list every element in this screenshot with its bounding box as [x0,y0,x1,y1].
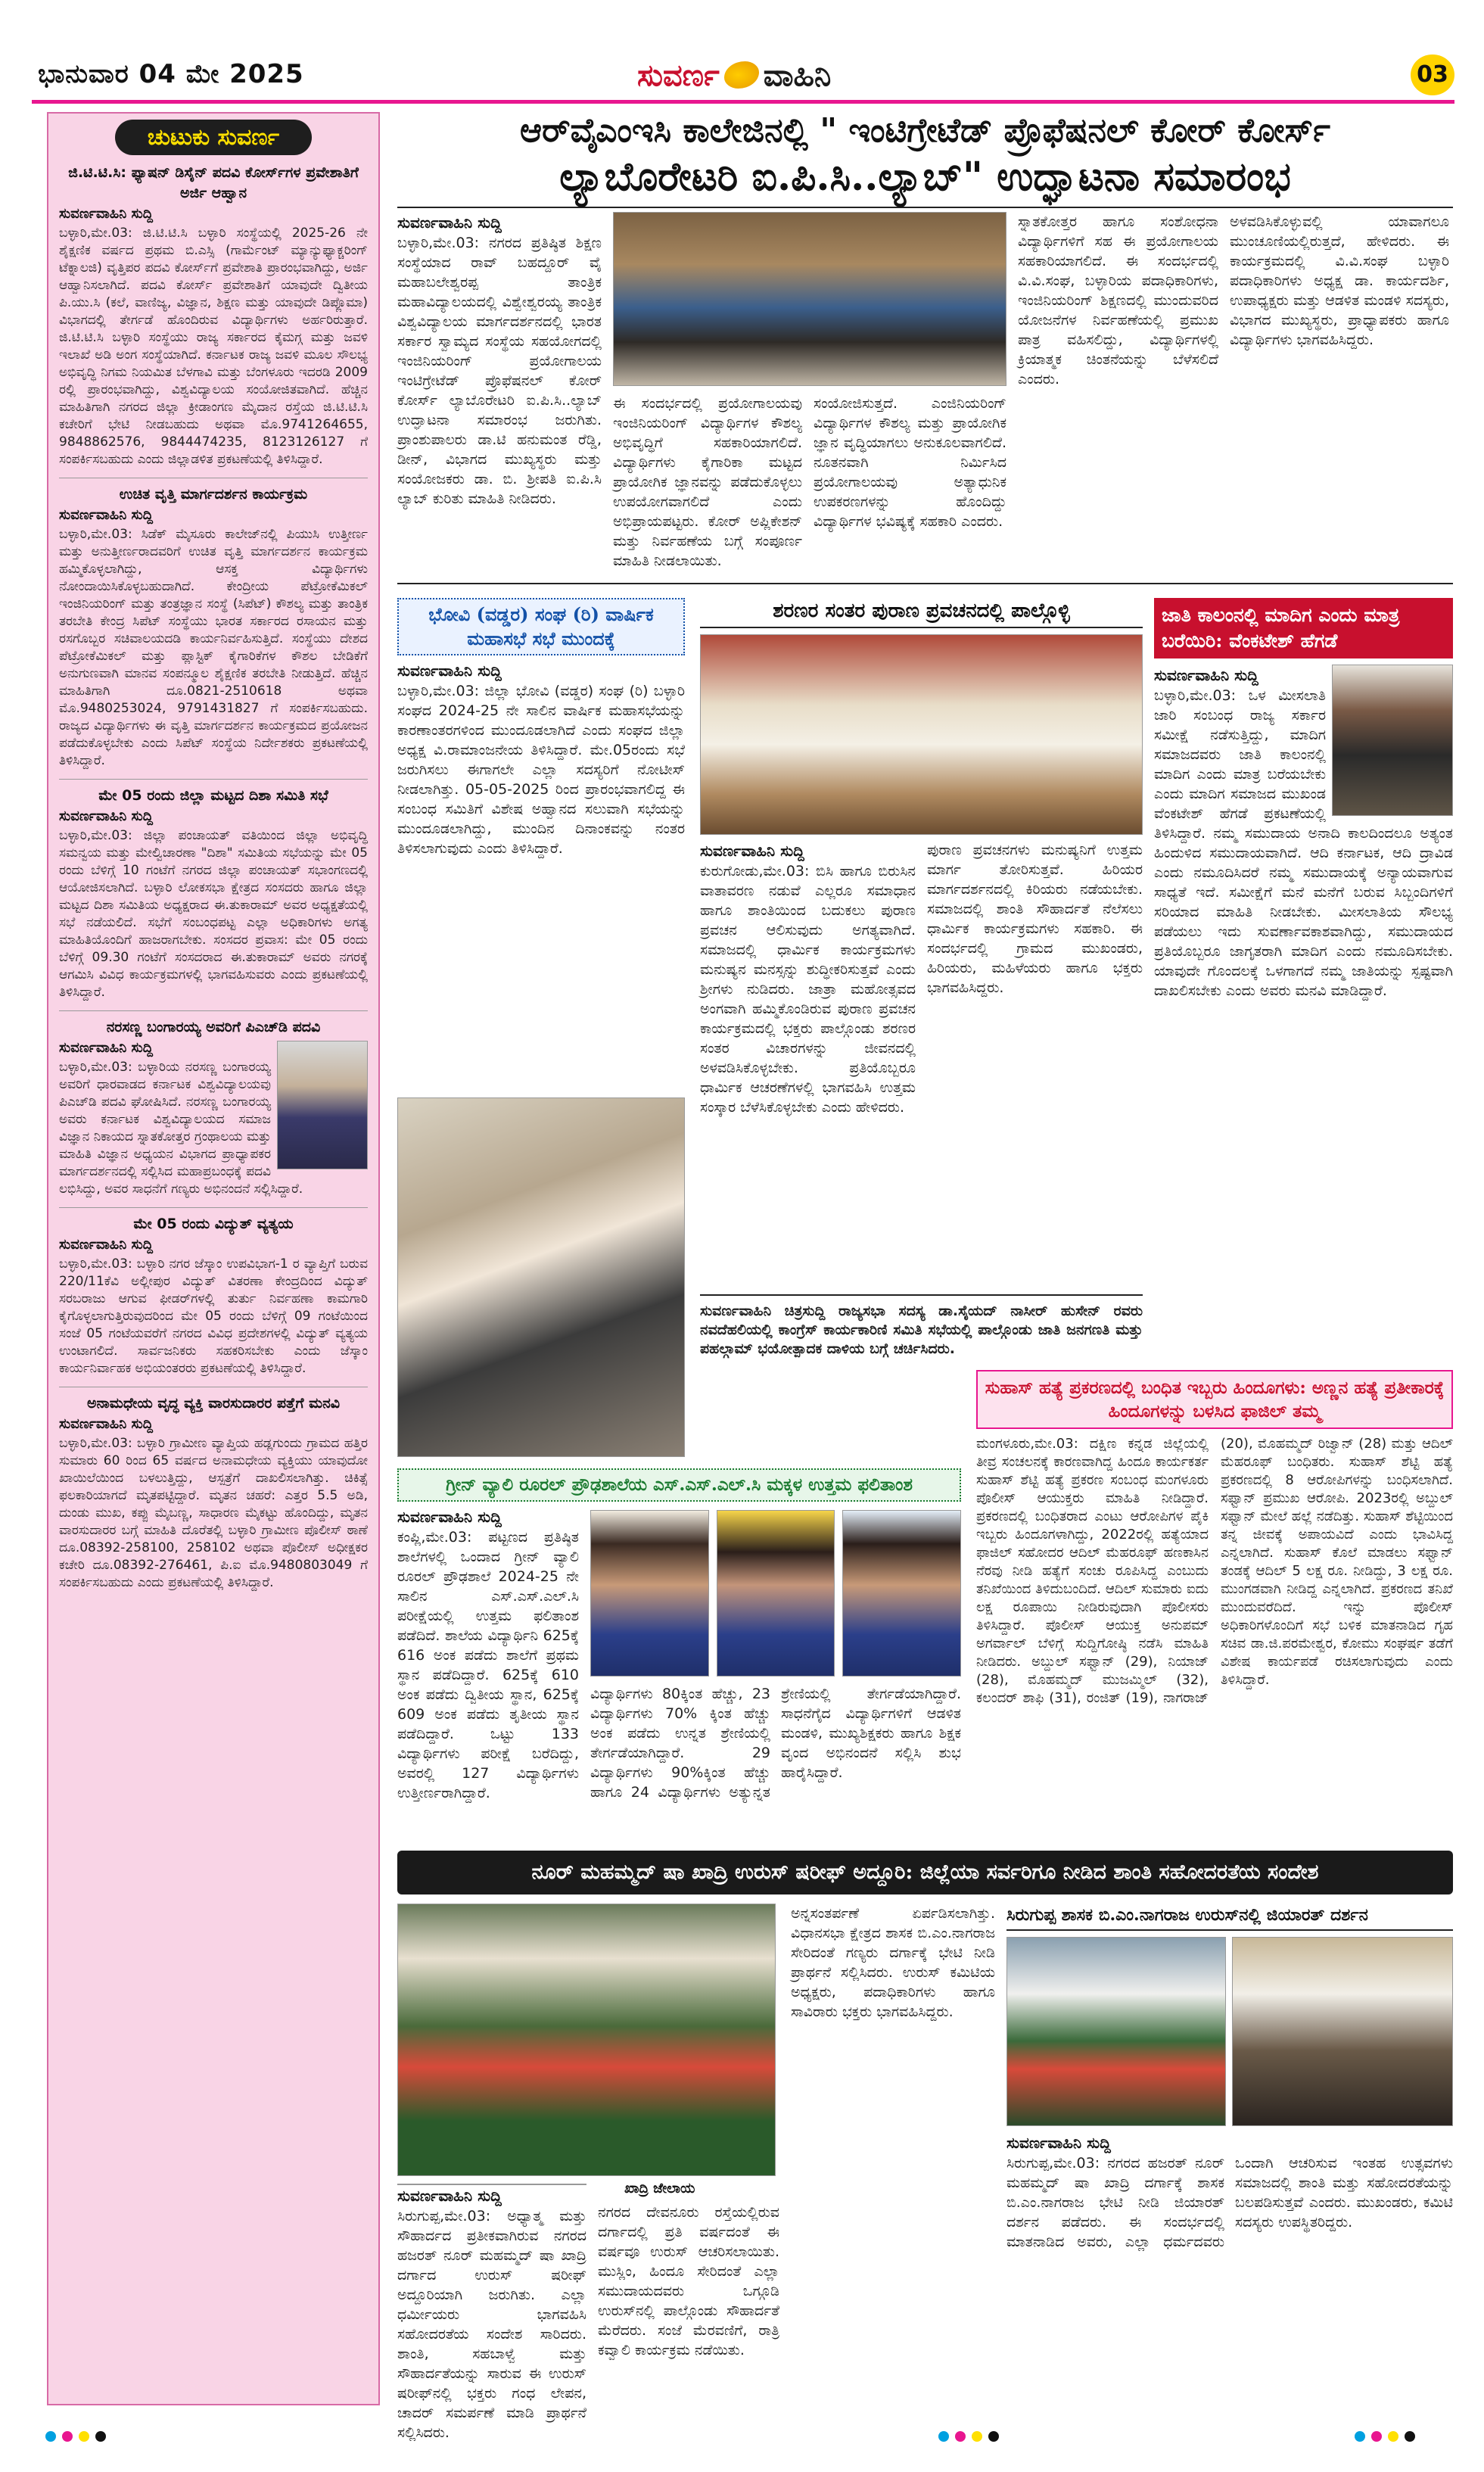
lead-story [397,110,1453,579]
brief-dateline: ಸುವರ್ಣವಾಹಿನಿ ಸುದ್ದಿ [59,1040,154,1056]
urus-sub-body: ಸಿರುಗುಪ್ಪ,ಮೇ.03: ನಗರದ ಹಜರತ್ ನೂರ್ ಮಹಮ್ಮದ್ ಷಾ ಖಾದ್ರಿ ದರ್ಗಾಕ್ಕೆ ಶಾಸಕ ಬಿ.ಎಂ.ನಾಗರಾಜ ಭೇಟಿ ನೀಡಿ ಜಿಯಾರತ್ ದರ್ಶನ ಪಡೆದರು. ಈ ಸಂದರ್ಭದಲ್ಲಿ ಮಾತನಾಡಿದ ಅವರು, ಎಲ್ಲಾ ಧರ್ಮದವರು ಒಂದಾಗಿ ಆಚರಿಸುವ ಇಂತಹ ಉತ್ಸವಗಳು ಸಮಾಜದಲ್ಲಿ ಶಾಂತಿ ಮತ್ತು ಸಹೋದರತೆಯನ್ನು ಬಲಪಡಿಸುತ್ತವೆ ಎಂದರು. ಮುಖಂಡರು, ಕಮಿಟಿ ಸದಸ್ಯರು ಉಪಸ್ಥಿತರಿದ್ದರು. [1006,2155,1458,2250]
urus-banner [397,1851,1453,1894]
brief-item [59,1387,372,1592]
meeting-photo [397,1097,685,1457]
urus-sub-story [1006,1904,1458,2399]
photo-caption [700,1294,1148,1359]
lead-col-3: ಸಂಯೋಜಿಸುತ್ತದೆ. ಎಂಜಿನಿಯರಿಂಗ್ ವಿದ್ಯಾರ್ಥಿಗಳ ಕೌಶಲ್ಯ ಮತ್ತು ಪ್ರಾಯೋಗಿಕ ಜ್ಞಾನ ವೃದ್ಧಿಯಾಗಲು ಅನುಕೂಲವಾಗಲಿದೆ. ನೂತನವಾಗಿ ನಿರ್ಮಿಸಿದ ಪ್ರಯೋಗಾಲಯವು ಅತ್ಯಾಧುನಿಕ ಉಪಕರಣಗಳನ್ನು ಹೊಂದಿದ್ದು ವಿದ್ಯಾರ್ಥಿಗಳ ಭವಿಷ್ಯಕ್ಕೆ ಸಹಕಾರಿ ಎಂದರು. [814,395,1012,530]
brief-title: ನರಸಣ್ಣ ಬಂಗಾರಯ್ಯ ಅವರಿಗೆ ಪಿಎಚ್‌ಡಿ ಪದವಿ [106,1019,321,1035]
urus-sub-photos [1006,1937,1453,2126]
brief-dateline: ಸುವರ್ಣವಾಹಿನಿ ಸುದ್ದಿ [59,206,154,222]
brief-label: ಚುಟುಕು ಸುವರ್ಣ [115,120,312,155]
green-col-2: ವಿದ್ಯಾರ್ಥಿಗಳು 80ಕ್ಕಿಂತ ಹೆಚ್ಚು, 23 ವಿದ್ಯಾರ್ಥಿಗಳು 70% ಕ್ಕಿಂತ ಹೆಚ್ಚು ಅಂಕ ಪಡೆದು ಉನ್ನತ ಶ್ರೇಣಿಯಲ್ಲಿ ತೇರ್ಗಡೆಯಾಗಿದ್ದಾರೆ. 29 ವಿದ್ಯಾರ್ಥಿಗಳು 90%ಕ್ಕಿಂತ ಹೆಚ್ಚು ಹಾಗೂ 24 ವಿದ್ಯಾರ್ಥಿಗಳು ಅತ್ಯುನ್ನತ ಶ್ರೇಣಿಯಲ್ಲಿ ತೇರ್ಗಡೆಯಾಗಿದ್ದಾರೆ. ಸಾಧನೆಗೈದ ವಿದ್ಯಾರ್ಥಿಗಳಿಗೆ ಆಡಳಿತ ಮಂಡಳಿ, ಮುಖ್ಯಶಿಕ್ಷಕರು ಹಾಗೂ ಶಿಕ್ಷಕ ವೃಂದ ಅಭಿನಂದನೆ ಸಲ್ಲಿಸಿ ಶುಭ ಹಾರೈಸಿದ್ದಾರೆ. [590,1686,966,1801]
student-photo [842,1510,961,1677]
brief-title: ಮೇ 05 ರಂದು ವಿದ್ಯುತ್ ವ್ಯತ್ಯಯ [133,1216,294,1232]
brief-body: ಬಳ್ಳಾರಿ,ಮೇ.03: ಸಿಡೆಕ್ ಮೈಸೂರು ಕಾಲೇಜ್‌ನಲ್ಲಿ ಪಿಯುಸಿ ಉತ್ತೀರ್ಣ ಮತ್ತು ಅನುತ್ತೀರ್ಣರಾದವರಿಗೆ ಉಚಿತ ವೃತ್ತಿ ಮಾರ್ಗದರ್ಶನ ಕಾರ್ಯಕ್ರಮ ಹಮ್ಮಿಕೊಳ್ಳಲಾಗಿದ್ದು, ಆಸಕ್ತ ವಿದ್ಯಾರ್ಥಿಗಳು ನೋಂದಾಯಿಸಿಕೊಳ್ಳಬಹುದಾಗಿದೆ. ಕೇಂದ್ರೀಯ ಪೆಟ್ರೋಕೆಮಿಕಲ್ ಇಂಜಿನಿಯರಿಂಗ್ ಮತ್ತು ತಂತ್ರಜ್ಞಾನ ಸಂಸ್ಥೆ (ಸಿಪೆಟ್) ಕೌಶಲ್ಯ ಮತ್ತು ತಾಂತ್ರಿಕ ತರಬೇತಿ ಕೇಂದ್ರ ಸಿಪೆಟ್ ಸಂಸ್ಥೆಯು ಭಾರತ ಸರ್ಕಾರದ ರಸಾಯನ ಮತ್ತು ರಸಗೊಬ್ಬರ ಸಚಿವಾಲಯದಡಿ ಕಾರ್ಯನಿರ್ವಹಿಸುತ್ತಿದೆ. ಸಂಸ್ಥೆಯು ದೇಶದ ಪೆಟ್ರೋಕೆಮಿಕಲ್ ಮತ್ತು ಪ್ಲಾಸ್ಟಿಕ್ ಕೈಗಾರಿಕೆಗಳ ಕೌಶಲ ಬೇಡಿಕೆಗೆ ಅನುಗುಣವಾಗಿ ಮಾನವ ಸಂಪನ್ಮೂಲ ಶೈಕ್ಷಣಿಕ ತರಬೇತಿ ನೀಡುತ್ತಿದೆ. ಹೆಚ್ಚಿನ ಮಾಹಿತಿಗಾಗಿ ದೂ.0821-2510618 ಅಥವಾ ಮೊ.9480253024, 9791431827 ಗೆ ಸಂಪರ್ಕಿಸಬಹುದು. ರಾಜ್ಯದ ವಿದ್ಯಾರ್ಥಿಗಳು ಈ ವೃತ್ತಿ ಮಾರ್ಗದರ್ಶನ ಕಾರ್ಯಕ್ರಮದ ಪ್ರಯೋಜನ ಪಡೆದುಕೊಳ್ಳಬೇಕು ಎಂದು ಸಿಪೆಟ್ ಸಂಸ್ಥೆಯ ನಿರ್ದೇಶಕರು ಪ್ರಕಟಣೆಯಲ್ಲಿ ತಿಳಿಸಿದ್ದಾರೆ. [59,527,372,768]
sharanara-body: ಕುರುಗೋಡು,ಮೇ.03: ಬಿಸಿ ಹಾಗೂ ಬಿರುಸಿನ ವಾತಾವರಣ ನಡುವೆ ಎಲ್ಲರೂ ಸಮಾಧಾನ ಹಾಗೂ ಶಾಂತಿಯಿಂದ ಬದುಕಲು ಪುರಾಣ ಪ್ರವಚನ ಆಲಿಸುವುದು ಅಗತ್ಯವಾಗಿದೆ. ಸಮಾಜದಲ್ಲಿ ಧಾರ್ಮಿಕ ಕಾರ್ಯಕ್ರಮಗಳು ಮನುಷ್ಯನ ಮನಸ್ಸನ್ನು ಶುದ್ಧೀಕರಿಸುತ್ತವೆ ಎಂದು ಶ್ರೀಗಳು ನುಡಿದರು. ಜಾತ್ರಾ ಮಹೋತ್ಸವದ ಅಂಗವಾಗಿ ಹಮ್ಮಿಕೊಂಡಿರುವ ಪುರಾಣ ಪ್ರವಚನ ಕಾರ್ಯಕ್ರಮದಲ್ಲಿ ಭಕ್ತರು ಪಾಲ್ಗೊಂಡು ಶರಣರ ಸಂತರ ವಿಚಾರಗಳನ್ನು ಜೀವನದಲ್ಲಿ ಅಳವಡಿಸಿಕೊಳ್ಳಬೇಕು. ಪ್ರತಿಯೊಬ್ಬರೂ ಧಾರ್ಮಿಕ ಆಚರಣೆಗಳಲ್ಲಿ ಭಾಗವಹಿಸಿ ಉತ್ತಮ ಸಂಸ್ಕಾರ ಬೆಳೆಸಿಕೊಳ್ಳಬೇಕು ಎಂದು ಹೇಳಿದರು. [700,863,921,1116]
registration-marks-left [45,2431,136,2445]
brief-item [59,478,372,770]
brief-dateline: ಸುವರ್ಣವಾಹಿನಿ ಸುದ್ದಿ [59,507,154,523]
brief-body: ಬಳ್ಳಾರಿ,ಮೇ.03: ಬಳ್ಳಾರಿಯ ನರಸಣ್ಣ ಬಂಗಾರಯ್ಯ ಅವರಿಗೆ ಧಾರವಾಡದ ಕರ್ನಾಟಕ ವಿಶ್ವವಿದ್ಯಾಲಯವು ಪಿಎಚ್‌ಡಿ ಪದವಿ ಘೋಷಿಸಿದೆ. ನರಸಣ್ಣ ಬಂಗಾರಯ್ಯ ಅವರು ಕರ್ನಾಟಕ ವಿಶ್ವವಿದ್ಯಾಲಯದ ಸಮಾಜ ವಿಜ್ಞಾನ ನಿಕಾಯದ ಸ್ನಾತಕೋತ್ತರ ಗ್ರಂಥಾಲಯ ಮತ್ತು ಮಾಹಿತಿ ವಿಜ್ಞಾನ ಅಧ್ಯಯನ ವಿಭಾಗದ ಪ್ರಾಧ್ಯಾಪಕರ ಮಾರ್ಗದರ್ಶನದಲ್ಲಿ ಸಲ್ಲಿಸಿದ ಮಹಾಪ್ರಬಂಧಕ್ಕೆ ಪದವಿ ಲಭಿಸಿದ್ದು, ಅವರ ಸಾಧನೆಗೆ ಗಣ್ಯರು ಅಭಿನಂದನೆ ಸಲ್ಲಿಸಿದ್ದಾರೆ. [59,1060,303,1197]
brief-body: ಬಳ್ಳಾರಿ,ಮೇ.03: ಜಿಲ್ಲಾ ಪಂಚಾಯತ್ ವತಿಯಿಂದ ಜಿಲ್ಲಾ ಅಭಿವೃದ್ಧಿ ಸಮನ್ವಯ ಮತ್ತು ಮೇಲ್ವಿಚಾರಣಾ "ದಿಶಾ" ಸಮಿತಿಯ ಸಭೆಯನ್ನು ಮೇ 05 ರಂದು ಬೆಳಿಗ್ಗೆ 10 ಗಂಟೆಗೆ ನಗರದ ಜಿಲ್ಲಾ ಪಂಚಾಯತ್ ಸಭಾಂಗಣದಲ್ಲಿ ಆಯೋಜಿಸಲಾಗಿದೆ. ಬಳ್ಳಾರಿ ಲೋಕಸಭಾ ಕ್ಷೇತ್ರದ ಸಂಸದರು ಹಾಗೂ ಜಿಲ್ಲಾ ಮಟ್ಟದ ದಿಶಾ ಸಮಿತಿಯ ಅಧ್ಯಕ್ಷರಾದ ಈ.ತುಕಾರಾಮ್ ಅವರ ಅಧ್ಯಕ್ಷತೆಯಲ್ಲಿ ಸಭೆ ನಡೆಯಲಿದೆ. ಸಭೆಗೆ ಸಂಬಂಧಪಟ್ಟ ಎಲ್ಲಾ ಅಧಿಕಾರಿಗಳು ಅಗತ್ಯ ಮಾಹಿತಿಯೊಂದಿಗೆ ಹಾಜರಾಗಬೇಕು. ಸಂಸದರ ಪ್ರವಾಸ: ಮೇ 05 ರಂದು ಬೆಳಿಗ್ಗೆ 09.30 ಗಂಟೆಗೆ ಸಂಸದರಾದ ಈ.ತುಕಾರಾಮ್ ಅವರು ನಗರಕ್ಕೆ ಆಗಮಿಸಿ ವಿವಿಧ ಕಾರ್ಯಕ್ರಮಗಳಲ್ಲಿ ಭಾಗವಹಿಸುವರು ಎಂದು ಪ್ರಕಟಣೆಯಲ್ಲಿ ತಿಳಿಸಿದ್ದಾರೆ. [59,828,372,1000]
registration-marks-right [1355,2431,1445,2445]
urus-col-2: ನಗರದ ದೇವನೂರು ರಸ್ತೆಯಲ್ಲಿರುವ ದರ್ಗಾದಲ್ಲಿ ಪ್ರತಿ ವರ್ಷದಂತೆ ಈ ವರ್ಷವೂ ಉರುಸ್ ಆಚರಿಸಲಾಯಿತು. ಮುಸ್ಲಿಂ, ಹಿಂದೂ ಸೇರಿದಂತೆ ಎಲ್ಲಾ ಸಮುದಾಯದವರು ಒಗ್ಗೂಡಿ ಉರುಸ್‌ನಲ್ಲಿ ಪಾಲ್ಗೊಂಡು ಸೌಹಾರ್ದತೆ ಮೆರೆದರು. ಸಂಜೆ ಮೆರವಣಿಗೆ, ರಾತ್ರಿ ಕವ್ವಾಲಿ ಕಾರ್ಯಕ್ರಮ ನಡೆಯಿತು. [598,2204,785,2358]
student-photo [717,1510,835,1677]
brief-dateline: ಸುವರ್ಣವಾಹಿನಿ ಸುದ್ದಿ [59,1416,154,1432]
logo-text-left: ಸುವರ್ಣ [637,57,720,93]
lead-headline: ಲ್ಯಾಬೊರೇಟರಿ ಐ.ಪಿ.ಸಿ..ಲ್ಯಾಬ್" ಉದ್ಘಾಟನಾ ಸಮಾರಂಭ [397,152,1453,208]
bhovi-title: ಭೋವಿ (ವಡ್ಡರ) ಸಂಘ (ರಿ) ವಾರ್ಷಿಕ ಮಹಾಸಭೆ ಸಭೆ ಮುಂದಕ್ಕೆ [397,598,685,655]
sharanara-dateline: ಸುವರ್ಣವಾಹಿನಿ ಸುದ್ದಿ [700,842,804,860]
venkatesh-photo [1332,665,1453,816]
urus-photo-label: ಖಾದ್ರಿ ಜೇಲಾಯ [624,2181,695,2196]
lead-col-5: ಅಳವಡಿಸಿಕೊಳ್ಳುವಲ್ಲಿ ಯಾವಾಗಲೂ ಮುಂಚೂಣಿಯಲ್ಲಿರುತ್ತದೆ, ಹೇಳಿದರು. ಈ ಕಾರ್ಯಕ್ರಮದಲ್ಲಿ ವಿ.ವಿ.ಸಂಘ ಬಳ್ಳಾರಿ ಪದಾಧಿಕಾರಿಗಳು ಅಧ್ಯಕ್ಷ ಡಾ. ಕಾರ್ಯದರ್ಶಿ, ಉಪಾಧ್ಯಕ್ಷರು ಮತ್ತು ಆಡಳಿತ ಮಂಡಳಿ ಸದಸ್ಯರು, ವಿಭಾಗದ ಮುಖ್ಯಸ್ಥರು, ಪ್ರಾಧ್ಯಾಪಕರು ಹಾಗೂ ವಿದ್ಯಾರ್ಥಿಗಳು ಭಾಗವಹಿಸಿದ್ದರು. [1230,213,1454,348]
page-number: 03 [1411,54,1454,95]
sharanara-story [700,598,1148,1457]
brief-dateline: ಸುವರ್ಣವಾಹಿನಿ ಸುದ್ದಿ [59,1237,154,1253]
brief-title: ಜಿ.ಟಿ.ಟಿ.ಸಿ: ಫ್ಯಾಷನ್ ಡಿಸೈನ್ ಪದವಿ ಕೋರ್ಸ್‌ಗಳ ಪ್ರವೇಶಾತಿಗೆ ಅರ್ಜಿ ಆಹ್ವಾನ [68,164,359,201]
brief-title: ಮೇ 05 ರಂದು ಜಿಲ್ಲಾ ಮಟ್ಟದ ದಿಶಾ ಸಮಿತಿ ಸಭೆ [98,787,328,804]
brief-title: ಉಚಿತ ವೃತ್ತಿ ಮಾರ್ಗದರ್ಶನ ಕಾರ್ಯಕ್ರಮ [119,486,308,503]
green-body: ಕಂಪ್ಲಿ,ಮೇ.03: ಪಟ್ಟಣದ ಪ್ರತಿಷ್ಠಿತ ಶಾಲೆಗಳಲ್ಲಿ ಒಂದಾದ ಗ್ರೀನ್ ವ್ಯಾಲಿ ರೂರಲ್ ಪ್ರೌಢಶಾಲೆ 2024-25 ನೇ ಸಾಲಿನ ಎಸ್.ಎಸ್.ಎಲ್.ಸಿ ಪರೀಕ್ಷೆಯಲ್ಲಿ ಉತ್ತಮ ಫಲಿತಾಂಶ ಪಡೆದಿದೆ. ಶಾಲೆಯ ವಿದ್ಯಾರ್ಥಿನಿ 625ಕ್ಕೆ 616 ಅಂಕ ಪಡೆದು ಶಾಲೆಗೆ ಪ್ರಥಮ ಸ್ಥಾನ ಪಡೆದಿದ್ದಾರೆ. 625ಕ್ಕೆ 610 ಅಂಕ ಪಡೆದು ದ್ವಿತೀಯ ಸ್ಥಾನ, 625ಕ್ಕೆ 609 ಅಂಕ ಪಡೆದು ತೃತೀಯ ಸ್ಥಾನ ಪಡೆದಿದ್ದಾರೆ. ಒಟ್ಟು 133 ವಿದ್ಯಾರ್ಥಿಗಳು ಪರೀಕ್ಷೆ ಬರೆದಿದ್ದು, ಅವರಲ್ಲಿ 127 ವಿದ್ಯಾರ್ಥಿಗಳು ಉತ್ತೀರ್ಣರಾಗಿದ್ದಾರೆ. [397,1529,584,1801]
jaati-story [1154,598,1458,1378]
sharanara-col-2: ಪುರಾಣ ಪ್ರವಚನಗಳು ಮನುಷ್ಯನಿಗೆ ಉತ್ತಮ ಮಾರ್ಗ ತೋರಿಸುತ್ತವೆ. ಹಿರಿಯರ ಮಾರ್ಗದರ್ಶನದಲ್ಲಿ ಕಿರಿಯರು ನಡೆಯಬೇಕು. ಸಮಾಜದಲ್ಲಿ ಶಾಂತಿ ಸೌಹಾರ್ದತೆ ನೆಲೆಸಲು ಧಾರ್ಮಿಕ ಕಾರ್ಯಕ್ರಮಗಳು ಸಹಕಾರಿ. ಈ ಸಂದರ್ಭದಲ್ಲಿ ಗ್ರಾಮದ ಮುಖಂಡರು, ಹಿರಿಯರು, ಮಹಿಳೆಯರು ಹಾಗೂ ಭಕ್ತರು ಭಾಗವಹಿಸಿದ್ದರು. [927,842,1148,996]
urus-sub-dateline: ಸುವರ್ಣವಾಹಿನಿ ಸುದ್ದಿ [1006,2134,1111,2152]
photo-caption-text: ಸುವರ್ಣವಾಹಿನಿ ಚಿತ್ರಸುದ್ದಿ ರಾಜ್ಯಸಭಾ ಸದಸ್ಯ ಡಾ.ಸೈಯದ್ ನಾಸೀರ್ ಹುಸೇನ್ ರವರು ನವದೆಹಲಿಯಲ್ಲಿ ಕಾಂಗ್ರೆಸ್ ಕಾರ್ಯಕಾರಿಣಿ ಸಮಿತಿ ಸಭೆಯಲ್ಲಿ ಪಾಲ್ಗೊಂಡು ಜಾತಿ ಜನಗಣತಿ ಮತ್ತು ಪಹಲ್ಗಾಮ್ ಭಯೋತ್ಪಾದಕ ದಾಳಿಯ ಬಗ್ಗೆ ಚರ್ಚಿಸಿದರು. [700,1303,1148,1357]
urus-photo-1 [397,1904,776,2176]
issue-date: ಭಾನುವಾರ 04 ಮೇ 2025 [38,59,304,89]
registration-marks-center [938,2431,1029,2445]
urus-col-3: ಅನ್ನಸಂತರ್ಪಣೆ ಏರ್ಪಡಿಸಲಾಗಿತ್ತು. ವಿಧಾನಸಭಾ ಕ್ಷೇತ್ರದ ಶಾಸಕ ಬಿ.ಎಂ.ನಾಗರಾಜ ಸೇರಿದಂತೆ ಗಣ್ಯರು ದರ್ಗಾಕ್ಕೆ ಭೇಟಿ ನೀಡಿ ಪ್ರಾರ್ಥನೆ ಸಲ್ಲಿಸಿದರು. ಉರುಸ್ ಕಮಿಟಿಯ ಅಧ್ಯಕ್ಷರು, ಪದಾಧಿಕಾರಿಗಳು ಹಾಗೂ ಸಾವಿರಾರು ಭಕ್ತರು ಭಾಗವಹಿಸಿದ್ದರು. [791,1905,1000,2020]
lead-col-4: ಸ್ನಾತಕೋತ್ತರ ಹಾಗೂ ಸಂಶೋಧನಾ ವಿದ್ಯಾರ್ಥಿಗಳಿಗೆ ಸಹ ಈ ಪ್ರಯೋಗಾಲಯ ಸಹಕಾರಿಯಾಗಲಿದೆ. ಈ ಸಂದರ್ಭದಲ್ಲಿ ವಿ.ವಿ.ಸಂಘ, ಬಳ್ಳಾರಿಯ ಪದಾಧಿಕಾರಿಗಳು, ಇಂಜಿನಿಯರಿಂಗ್ ಶಿಕ್ಷಣದಲ್ಲಿ ಮುಂದುವರಿದ ಯೋಜನೆಗಳ ನಿರ್ವಹಣೆಯಲ್ಲಿ ಪ್ರಮುಖ ಪಾತ್ರ ವಹಿಸಲಿದ್ದು, ವಿದ್ಯಾರ್ಥಿಗಳಲ್ಲಿ ಕ್ರಿಯಾತ್ಮಕ ಚಿಂತನೆಯನ್ನು ಬೆಳೆಸಲಿದೆ ಎಂದರು. [1018,213,1224,388]
sharanara-photo [700,634,1143,835]
urus-sub-photo [1006,1937,1226,2126]
lead-col-1: ಬಳ್ಳಾರಿ,ಮೇ.03: ನಗರದ ಪ್ರತಿಷ್ಠಿತ ಶಿಕ್ಷಣ ಸಂಸ್ಥೆಯಾದ ರಾವ್ ಬಹದ್ದೂರ್ ವೈ ಮಹಾಬಲೇಶ್ವರಪ್ಪ ತಾಂತ್ರಿಕ ಮಹಾವಿದ್ಯಾಲಯದಲ್ಲಿ ವಿಶ್ವೇಶ್ವರಯ್ಯ ತಾಂತ್ರಿಕ ವಿಶ್ವವಿದ್ಯಾಲಯ ಮಾರ್ಗದರ್ಶನದಲ್ಲಿ ಭಾರತ ಸರ್ಕಾರ ಸ್ವಾಮ್ಯದ ಸಂಸ್ಥೆಯ ಸಹಯೋಗದಲ್ಲಿ ಇಂಜಿನಿಯರಿಂಗ್ ಪ್ರಯೋಗಾಲಯ ಇಂಟಿಗ್ರೇಟೆಡ್ ಪ್ರೊಫೆಷನಲ್ ಕೋರ್ ಕೋರ್ಸ್ ಲ್ಯಾಬೊರೇಟರಿ ಐ.ಪಿ.ಸಿ..ಲ್ಯಾಬ್ ಉದ್ಘಾಟನಾ ಸಮಾರಂಭ ಜರುಗಿತು. ಪ್ರಾಂಶುಪಾಲರು ಡಾ.ಟಿ ಹನುಮಂತ ರೆಡ್ಡಿ, ಡೀನ್, ವಿಭಾಗದ ಮುಖ್ಯಸ್ಥರು ಮತ್ತು ಸಂಯೋಜಕರು ಡಾ. ಬಿ. ಶ್ರೀಪತಿ ಐ.ಪಿ.ಸಿ ಲ್ಯಾಬ್ ಕುರಿತು ಮಾಹಿತಿ ನೀಡಿದರು. [397,235,607,507]
student-photo [590,1510,709,1677]
bhovi-body: ಬಳ್ಳಾರಿ,ಮೇ.03: ಜಿಲ್ಲಾ ಭೋವಿ (ವಡ್ಡರ) ಸಂಘ (ರಿ) ಬಳ್ಳಾರಿ ಸಂಘದ 2024-25 ನೇ ಸಾಲಿನ ವಾರ್ಷಿಕ ಮಹಾಸಭೆಯನ್ನು ಕಾರಣಾಂತರಗಳಿಂದ ಮುಂದೂಡಲಾಗಿದೆ ಎಂದು ಸಂಘದ ಜಿಲ್ಲಾ ಅಧ್ಯಕ್ಷ ವಿ.ರಾಮಾಂಜನೇಯ ತಿಳಿಸಿದ್ದಾರೆ. ಮೇ.05ರಂದು ಸಭೆ ಜರುಗಿಸಲು ಈಗಾಗಲೇ ಎಲ್ಲಾ ಸದಸ್ಯರಿಗೆ ನೋಟೀಸ್ ನೀಡಲಾಗಿತ್ತು. 05-05-2025 ರಿಂದ ಪ್ರಾರಂಭವಾಗಲಿದ್ದ ಈ ಸಂಬಂಧ ಸಮಿತಿಗೆ ವಿಶೇಷ ಅಹ್ವಾನದ ಸಲುವಾಗಿ ಸಭೆಯನ್ನು ಮುಂದೂಡಲಾಗಿದ್ದು, ಮುಂದಿನ ದಿನಾಂಕವನ್ನು ನಂತರ ತಿಳಿಸಲಾಗುವುದು ಎಂದು ತಿಳಿಸಿದ್ದಾರೆ. [397,683,690,857]
urus-body: ಸಿರುಗುಪ್ಪ,ಮೇ.03: ಅಧ್ಯಾತ್ಮ ಮತ್ತು ಸೌಹಾರ್ದದ ಪ್ರತೀಕವಾಗಿರುವ ನಗರದ ಹಜರತ್ ನೂರ್ ಮಹಮ್ಮದ್ ಷಾ ಖಾದ್ರಿ ದರ್ಗಾದ ಉರುಸ್ ಷರೀಫ್ ಅದ್ದೂರಿಯಾಗಿ ಜರುಗಿತು. ಎಲ್ಲಾ ಧರ್ಮೀಯರು ಭಾಗವಹಿಸಿ ಸಹೋದರತೆಯ ಸಂದೇಶ ಸಾರಿದರು. ಶಾಂತಿ, ಸಹಬಾಳ್ವೆ ಮತ್ತು ಸೌಹಾರ್ದತೆಯನ್ನು ಸಾರುವ ಈ ಉರುಸ್ ಷರೀಫ್‌ನಲ್ಲಿ ಭಕ್ತರು ಗಂಧ ಲೇಪನ, ಚಾದರ್ ಸಮರ್ಪಣೆ ಮಾಡಿ ಪ್ರಾರ್ಥನೆ ಸಲ್ಲಿಸಿದರು. [397,2208,592,2441]
urus-dateline: ಸುವರ್ಣವಾಹಿನಿ ಸುದ್ದಿ [397,2187,502,2205]
lead-dateline: ಸುವರ್ಣವಾಹಿನಿ ಸುದ್ದಿ [397,213,502,232]
bird-icon [724,61,759,89]
brief-dateline: ಸುವರ್ಣವಾಹಿನಿ ಸುದ್ದಿ [59,808,154,824]
green-dateline: ಸುವರ್ಣವಾಹಿನಿ ಸುದ್ದಿ [397,1508,502,1526]
divider [397,583,1453,584]
suhas-story [976,1370,1458,1839]
student-photos [590,1510,961,1677]
green-title: ಗ್ರೀನ್ ವ್ಯಾಲಿ ರೂರಲ್ ಪ್ರೌಢಶಾಲೆಯ ಎಸ್.ಎಸ್.ಎಲ್.ಸಿ ಮಕ್ಕಳ ಉತ್ತಮ ಫಲಿತಾಂಶ [397,1468,961,1502]
masthead-rule [32,100,1454,104]
green-story [397,1468,966,1839]
brief-item [59,1010,368,1198]
suhas-title: ಸುಹಾಸ್ ಹತ್ಯೆ ಪ್ರಕರಣದಲ್ಲಿ ಬಂಧಿತ ಇಬ್ಬರು ಹಿಂದೂಗಳು: ಅಣ್ಣನ ಹತ್ಯೆ ಪ್ರತೀಕಾರಕ್ಕೆ ಹಿಂದೂಗಳನ್ನು ಬಳಸಿದ ಫಾಜಿಲ್ ತಮ್ಮ [976,1370,1453,1429]
portrait-photo [277,1041,368,1169]
urus-headline: ನೂರ್ ಮಹಮ್ಮದ್ ಷಾ ಖಾದ್ರಿ ಉರುಸ್ ಷರೀಫ್ ಅದ್ದೂರಿ: ಜಿಲ್ಲೆಯಾ ಸರ್ವರಿಗೂ ನೀಡಿದ ಶಾಂತಿ ಸಹೋದರತೆಯ ಸಂದೇಶ [531,1860,1319,1884]
brief-item [59,1207,372,1378]
urus-sub-title: ಸಿರುಗುಪ್ಪ ಶಾಸಕ ಬಿ.ಎಂ.ನಾಗರಾಜ ಉರುಸ್‌ನಲ್ಲಿ ಜಿಯಾರತ್ ದರ್ಶನ [1006,1904,1453,1931]
masthead [32,53,1454,100]
jaati-dateline: ಸುವರ್ಣವಾಹಿನಿ ಸುದ್ದಿ [1154,666,1258,684]
brief-column [47,112,380,2405]
urus-story [397,1904,1000,2441]
brief-item [59,779,372,1001]
masthead-logo [637,53,831,97]
brief-title: ಅನಾಮಧೇಯ ವೃದ್ಧ ವ್ಯಕ್ತಿ ವಾರಸುದಾರರ ಪತ್ತೆಗೆ ಮನವಿ [86,1395,341,1412]
sharanara-title: ಶರಣರ ಸಂತರ ಪುರಾಣ ಪ್ರವಚನದಲ್ಲಿ ಪಾಲ್ಗೊಳ್ಳಿ [700,598,1143,628]
lead-col-2: ಈ ಸಂದರ್ಭದಲ್ಲಿ ಪ್ರಯೋಗಾಲಯವು ಇಂಜಿನಿಯರಿಂಗ್ ವಿದ್ಯಾರ್ಥಿಗಳ ಕೌಶಲ್ಯ ಅಭಿವೃದ್ಧಿಗೆ ಸಹಕಾರಿಯಾಗಲಿದೆ. ವಿದ್ಯಾರ್ಥಿಗಳು ಕೈಗಾರಿಕಾ ಮಟ್ಟದ ಪ್ರಾಯೋಗಿಕ ಜ್ಞಾನವನ್ನು ಪಡೆದುಕೊಳ್ಳಲು ಉಪಯೋಗವಾಗಲಿದೆ ಎಂದು ಅಭಿಪ್ರಾಯಪಟ್ಟರು. ಕೋರ್ ಅಪ್ಲಿಕೇಶನ್ ಮತ್ತು ನಿರ್ವಹಣೆಯ ಬಗ್ಗೆ ಸಂಪೂರ್ಣ ಮಾಹಿತಿ ನೀಡಲಾಯಿತು. [613,395,807,569]
logo-text-right: ವಾಹಿನಿ [763,57,832,93]
suhas-body: ಮಂಗಳೂರು,ಮೇ.03: ದಕ್ಷಿಣ ಕನ್ನಡ ಜಿಲ್ಲೆಯಲ್ಲಿ ತೀವ್ರ ಸಂಚಲನಕ್ಕೆ ಕಾರಣವಾಗಿದ್ದ ಹಿಂದೂ ಕಾರ್ಯಕರ್ತ ಸುಹಾಸ್ ಶೆಟ್ಟಿ ಹತ್ಯೆ ಪ್ರಕರಣ ಸಂಬಂಧ ಮಂಗಳೂರು ಪೊಲೀಸ್ ಆಯುಕ್ತರು ಮಾಹಿತಿ ನೀಡಿದ್ದಾರೆ. ಪ್ರಕರಣದಲ್ಲಿ ಬಂಧಿತರಾದ ಎಂಟು ಆರೋಪಿಗಳ ಪೈಕಿ ಇಬ್ಬರು ಹಿಂದೂಗಳಾಗಿದ್ದು, 2022ರಲ್ಲಿ ಹತ್ಯೆಯಾದ ಫಾಜಿಲ್ ಸಹೋದರ ಆದಿಲ್ ಮೆಹರೂಫ್ ಹಣಕಾಸಿನ ನೆರವು ನೀಡಿ ಹತ್ಯೆಗೆ ಸಂಚು ರೂಪಿಸಿದ್ದ ಎಂಬುದು ತನಿಖೆಯಿಂದ ತಿಳಿದುಬಂದಿದೆ. ಆದಿಲ್ ಸುಮಾರು ಐದು ಲಕ್ಷ ರೂಪಾಯಿ ನೀಡಿರುವುದಾಗಿ ಪೊಲೀಸರು ತಿಳಿಸಿದ್ದಾರೆ. ಪೊಲೀಸ್ ಆಯುಕ್ತ ಅನುಪಮ್ ಅಗರ್ವಾಲ್ ಬೆಳಿಗ್ಗೆ ಸುದ್ದಿಗೋಷ್ಠಿ ನಡೆಸಿ ಮಾಹಿತಿ ನೀಡಿದರು. ಅಬ್ದುಲ್ ಸಫ್ವಾನ್ (29), ನಿಯಾಜ್ (28), ಮೊಹಮ್ಮದ್ ಮುಜಮ್ಮಿಲ್ (32), ಕಲಂದರ್ ಶಾಫಿ (31), ರಂಜಿತ್ (19), ನಾಗರಾಜ್ (20), ಮೊಹಮ್ಮದ್ ರಿಜ್ವಾನ್ (28) ಮತ್ತು ಆದಿಲ್ ಮೆಹರೂಫ್ ಬಂಧಿತರು. ಸುಹಾಸ್ ಶೆಟ್ಟಿ ಹತ್ಯೆ ಪ್ರಕರಣದಲ್ಲಿ 8 ಆರೋಪಿಗಳನ್ನು ಬಂಧಿಸಲಾಗಿದೆ. ಸಫ್ವಾನ್ ಪ್ರಮುಖ ಆರೋಪಿ. 2023ರಲ್ಲಿ ಅಬ್ದುಲ್ ಸಫ್ವಾನ್ ಮೇಲೆ ಹಲ್ಲೆ ನಡೆದಿತ್ತು. ಸುಹಾಸ್ ಶೆಟ್ಟಿಯಿಂದ ತನ್ನ ಜೀವಕ್ಕೆ ಅಪಾಯವಿದೆ ಎಂದು ಭಾವಿಸಿದ್ದ ಎನ್ನಲಾಗಿದೆ. ಸುಹಾಸ್ ಕೊಲೆ ಮಾಡಲು ಸಫ್ವಾನ್ ತಂಡಕ್ಕೆ ಆದಿಲ್ 5 ಲಕ್ಷ ರೂ. ನೀಡಿದ್ದು, 3 ಲಕ್ಷ ರೂ. ಮುಂಗಡವಾಗಿ ನೀಡಿದ್ದ ಎನ್ನಲಾಗಿದೆ. ಪ್ರಕರಣದ ತನಿಖೆ ಮುಂದುವರೆದಿದೆ. ಇನ್ನು ಪೊಲೀಸ್ ಅಧಿಕಾರಿಗಳೊಂದಿಗೆ ಸಭೆ ಬಳಿಕ ಮಾತನಾಡಿದ ಗೃಹ ಸಚಿವ ಡಾ.ಜಿ.ಪರಮೇಶ್ವರ, ಕೋಮು ಸಂಘರ್ಷ ತಡೆಗೆ ವಿಶೇಷ ಕಾರ್ಯಪಡೆ ರಚಿಸಲಾಗುವುದು ಎಂದು ತಿಳಿಸಿದ್ದಾರೆ. [976,1436,1458,1706]
lead-kicker: ಆರ್‌ವೈಎಂಇಸಿ ಕಾಲೇಜಿನಲ್ಲಿ " ಇಂಟಿಗ್ರೇಟೆಡ್ ಪ್ರೊಫೆಷನಲ್ ಕೋರ್ ಕೋರ್ಸ್ [520,111,1330,150]
bhovi-story [397,598,690,1097]
brief-body: ಬಳ್ಳಾರಿ,ಮೇ.03: ಜಿ.ಟಿ.ಟಿ.ಸಿ ಬಳ್ಳಾರಿ ಸಂಸ್ಥೆಯಲ್ಲಿ 2025-26 ನೇ ಶೈಕ್ಷಣಿಕ ವರ್ಷದ ಪ್ರಥಮ ಬಿ.ಎಸ್ಸಿ (ಗಾರ್ಮೆಂಟ್ ಮ್ಯಾನ್ಯುಫ್ಯಾಕ್ಚರಿಂಗ್ ಟೆಕ್ನಾಲಜಿ) ವೃತ್ತಿಪರ ಪದವಿ ಕೋರ್ಸ್‌ಗೆ ಪ್ರವೇಶಾತಿ ಪ್ರಾರಂಭವಾಗಿದ್ದು, ಅರ್ಜಿ ಆಹ್ವಾನಿಸಲಾಗಿದೆ. ಪದವಿ ಕೋರ್ಸ್ ಪ್ರವೇಶಾತಿಗೆ ಯಾವುದೇ ದ್ವಿತೀಯ ಪಿ.ಯು.ಸಿ (ಕಲೆ, ವಾಣಿಜ್ಯ, ವಿಜ್ಞಾನ, ಶಿಕ್ಷಣ ಮತ್ತು ಯಾವುದೇ ಡಿಪ್ಲೊಮಾ) ವಿಭಾಗದಲ್ಲಿ ತೇರ್ಗಡೆ ಹೊಂದಿರುವ ವಿದ್ಯಾರ್ಥಿಗಳು ಅರ್ಹರಿರುತ್ತಾರೆ. ಜಿ.ಟಿ.ಟಿ.ಸಿ ಬಳ್ಳಾರಿ ಸಂಸ್ಥೆಯು ರಾಜ್ಯ ಸರ್ಕಾರದ ಕೈಮಗ್ಗ ಮತ್ತು ಜವಳಿ ಇಲಾಖೆ ಅಡಿ ಅಂಗ ಸಂಸ್ಥೆಯಾಗಿದೆ. ಕರ್ನಾಟಕ ರಾಜ್ಯ ಜವಳಿ ಮೂಲ ಸೌಲಭ್ಯ ಅಭಿವೃದ್ಧಿ ನಿಗಮ ನಿಯಮಿತ ಬೆಳಗಾವಿ ಮತ್ತು ಬೆಂಗಳೂರು ಇದರಡಿ 2009 ರಲ್ಲಿ ಪ್ರಾರಂಭವಾಗಿದ್ದು, ವಿಶ್ವವಿದ್ಯಾಲಯ ಸಂಯೋಜಿತವಾಗಿದೆ. ಹೆಚ್ಚಿನ ಮಾಹಿತಿಗಾಗಿ ನಗರದ ಜಿಲ್ಲಾ ಕ್ರೀಡಾಂಗಣ ಮೈದಾನ ರಸ್ತೆಯ ಜಿ.ಟಿ.ಟಿ.ಸಿ ಕಚೇರಿಗೆ ಭೇಟಿ ನೀಡಬಹುದು ಅಥವಾ ಮೊ.9741264655, 9848862576, 9844474235, 8123126127 ಗೆ ಸಂಪರ್ಕಿಸಬಹುದು ಎಂದು ಜಿಲ್ಲಾಡಳಿತ ಪ್ರಕಟಣೆಯಲ್ಲಿ ತಿಳಿಸಿದ್ದಾರೆ. [59,226,372,467]
urus-sub-photo [1232,1937,1453,2126]
bhovi-dateline: ಸುವರ್ಣವಾಹಿನಿ ಸುದ್ದಿ [397,662,502,680]
brief-body: ಬಳ್ಳಾರಿ,ಮೇ.03: ಬಳ್ಳಾರಿ ನಗರ ಜೆಸ್ಕಾಂ ಉಪವಿಭಾಗ-1 ರ ವ್ಯಾಪ್ತಿಗೆ ಬರುವ 220/11ಕೆವಿ ಅಲ್ಲೀಪುರ ವಿದ್ಯುತ್ ವಿತರಣಾ ಕೇಂದ್ರದಿಂದ ವಿದ್ಯುತ್ ಸರಬರಾಜು ಆಗುವ ಫೀಡರ್‌ಗಳಲ್ಲಿ ತುರ್ತು ನಿರ್ವಹಣಾ ಕಾಮಗಾರಿ ಕೈಗೊಳ್ಳಲಾಗುತ್ತಿರುವುದರಿಂದ ಮೇ 05 ರಂದು ಬೆಳಿಗ್ಗೆ 09 ಗಂಟೆಯಿಂದ ಸಂಜೆ 05 ಗಂಟೆಯವರೆಗೆ ನಗರದ ವಿವಿಧ ಪ್ರದೇಶಗಳಲ್ಲಿ ವಿದ್ಯುತ್ ವ್ಯತ್ಯಯ ಉಂಟಾಗಲಿದೆ. ಸಾರ್ವಜನಿಕರು ಸಹಕರಿಸಬೇಕು ಎಂದು ಜೆಸ್ಕಾಂ ಕಾರ್ಯನಿರ್ವಾಹಕ ಅಭಿಯಂತರರು ಪ್ರಕಟಣೆಯಲ್ಲಿ ತಿಳಿಸಿದ್ದಾರೆ. [59,1256,372,1376]
lead-photo [613,212,1006,386]
brief-body: ಬಳ್ಳಾರಿ,ಮೇ.03: ಬಳ್ಳಾರಿ ಗ್ರಾಮೀಣ ವ್ಯಾಪ್ತಿಯ ಹಡ್ಲಗುಂದು ಗ್ರಾಮದ ಹತ್ತಿರ ಸುಮಾರು 60 ರಿಂದ 65 ವರ್ಷದ ಅನಾಮಧೇಯ ವ್ಯಕ್ತಿಯು ಯಾವುದೋ ಖಾಯಿಲೆಯಿಂದ ಬಳಲುತ್ತಿದ್ದು, ಆಸ್ಪತ್ರೆಗೆ ದಾಖಲಿಸಲಾಗಿತ್ತು. ಚಿಕಿತ್ಸೆ ಫಲಕಾರಿಯಾಗದೆ ಮೃತಪಟ್ಟಿದ್ದಾರೆ. ಮೃತನ ಚಹರೆ: ಎತ್ತರ 5.5 ಅಡಿ, ದುಂಡು ಮುಖ, ಕಪ್ಪು ಮೈಬಣ್ಣ, ಸಾಧಾರಣ ಮೈಕಟ್ಟು ಹೊಂದಿದ್ದು, ಮೃತನ ವಾರಸುದಾರರ ಬಗ್ಗೆ ಮಾಹಿತಿ ದೊರೆತಲ್ಲಿ ಬಳ್ಳಾರಿ ಗ್ರಾಮೀಣ ಪೊಲೀಸ್ ಠಾಣೆ ದೂ.08392-258100, 258102 ಅಥವಾ ಪೊಲೀಸ್ ಅಧೀಕ್ಷಕರ ಕಚೇರಿ ದೂ.08392-276461, ಪಿ.ಐ ಮೊ.9480803049 ಗೆ ಸಂಪರ್ಕಿಸಬಹುದು ಎಂದು ಪ್ರಕಟಣೆಯಲ್ಲಿ ತಿಳಿಸಿದ್ದಾರೆ. [59,1436,372,1590]
brief-item [59,163,372,469]
jaati-body: ಬಳ್ಳಾರಿ,ಮೇ.03: ಒಳ ಮೀಸಲಾತಿ ಜಾರಿ ಸಂಬಂಧ ರಾಜ್ಯ ಸರ್ಕಾರ ಸಮೀಕ್ಷೆ ನಡೆಸುತ್ತಿದ್ದು, ಮಾದಿಗ ಸಮಾಜದವರು ಜಾತಿ ಕಾಲಂನಲ್ಲಿ ಮಾದಿಗ ಎಂದು ಮಾತ್ರ ಬರೆಯಬೇಕು ಎಂದು ಮಾದಿಗ ಸಮಾಜದ ಮುಖಂಡ ವೆಂಕಟೇಶ್ ಹೆಗಡೆ ಪ್ರಕಟಣೆಯಲ್ಲಿ ತಿಳಿಸಿದ್ದಾರೆ. ನಮ್ಮ ಸಮುದಾಯ ಅನಾದಿ ಕಾಲದಿಂದಲೂ ಅತ್ಯಂತ ಹಿಂದುಳಿದ ಸಮುದಾಯವಾಗಿದೆ. ಆದಿ ಕರ್ನಾಟಕ, ಆದಿ ದ್ರಾವಿಡ ಎಂದು ನಮೂದಿಸಿದರೆ ನಮ್ಮ ಸಮುದಾಯಕ್ಕೆ ಅನ್ಯಾಯವಾಗುವ ಸಾಧ್ಯತೆ ಇದೆ. ಸಮೀಕ್ಷೆಗೆ ಮನೆ ಮನೆಗೆ ಬರುವ ಸಿಬ್ಬಂದಿಗಳಿಗೆ ಸರಿಯಾದ ಮಾಹಿತಿ ನೀಡಬೇಕು. ಮೀಸಲಾತಿಯ ಸೌಲಭ್ಯ ಪಡೆಯಲು ಇದು ಸುವರ್ಣಾವಕಾಶವಾಗಿದ್ದು, ಸಮುದಾಯದ ಪ್ರತಿಯೊಬ್ಬರೂ ಜಾಗೃತರಾಗಿ ಮಾದಿಗ ಎಂದು ನಮೂದಿಸಬೇಕು. ಯಾವುದೇ ಗೊಂದಲಕ್ಕೆ ಒಳಗಾಗದೆ ನಮ್ಮ ಜಾತಿಯನ್ನು ಸ್ಪಷ್ಟವಾಗಿ ದಾಖಲಿಸಬೇಕು ಎಂದು ಅವರು ಮನವಿ ಮಾಡಿದ್ದಾರೆ. [1154,687,1458,999]
jaati-title: ಜಾತಿ ಕಾಲಂನಲ್ಲಿ ಮಾದಿಗ ಎಂದು ಮಾತ್ರ ಬರೆಯಿರಿ: ವೆಂಕಟೇಶ್ ಹೆಗಡೆ [1154,598,1453,658]
